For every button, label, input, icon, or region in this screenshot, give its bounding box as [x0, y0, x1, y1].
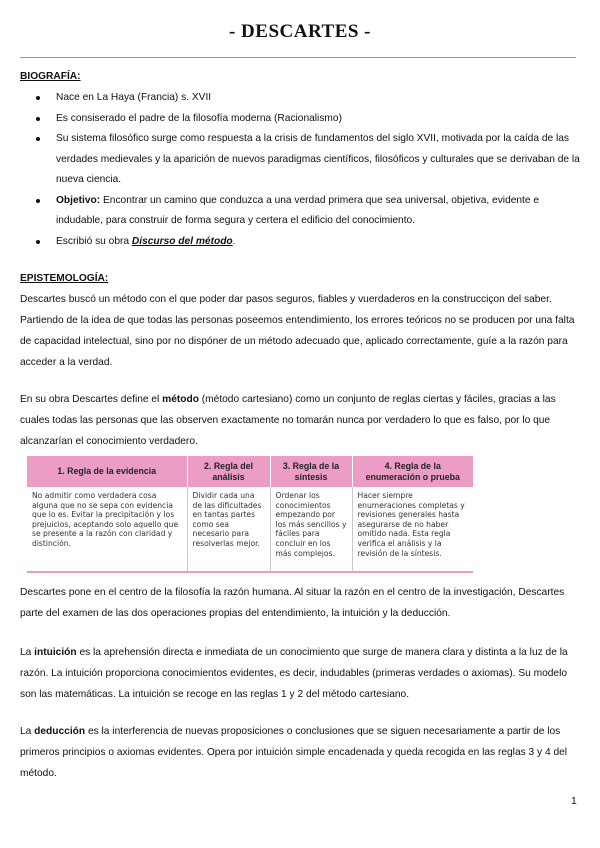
- list-item: Objetivo: Encontrar un camino que conduzca a una verdad primera que sea universal, objetiva, evidente e indudable, para construir de forma segura y certera el edificio del conocimiento.: [20, 191, 580, 232]
- bullet-icon: [36, 117, 40, 121]
- table-cell: No admitir como verdadera cosa alguna que no se sepa con evidencia que lo es. Evitar la precipitación y los prejuicios, aceptando solo aquello que se presente a la razón con claridad y distinción.: [32, 491, 179, 548]
- paragraph-metodo-busqueda: Descartes buscó un método con el que poder dar pasos seguros, fiables y vuerdaderos en la construcciçon del saber. Partiendo de la idea de que todas las personas poseemos entendimiento, los errores teóricos no se producen por una falta de capacidad intelectual, sino por no dispóner de un método adecuado que, aplicado correctamente, guíe a la razón para acceder a la verdad.: [20, 294, 575, 368]
- paragraph-intuicion: La intuición es la aprehensión directa e inmediata de un conocimiento que surge de manera clara y distinta a la luz de la razón. La intuición proporciona conocimientos evidentes, es decir, indudables (primeras verdades o axiomas). Su modelo son las matemáticas. La intuición se recoge en las reglas 1 y 2 del método cartesiano.: [20, 647, 568, 700]
- table-header: 1. Regla de la evidencia: [27, 456, 187, 487]
- table-row: [27, 487, 473, 572]
- bullet-icon: [36, 96, 40, 100]
- page-title: - DESCARTES -: [228, 21, 372, 42]
- list-item: Escribió su obra Discurso del método.: [20, 232, 580, 253]
- table-header: 4. Regla de la enumeración o prueba: [352, 456, 473, 487]
- bullet-icon: [36, 137, 40, 141]
- biografia-heading: BIOGRAFÍA:: [20, 71, 81, 82]
- paragraph-razon: Descartes pone en el centro de la filosofía la razón humana. Al situar la razón en el centro de la investigación, Descartes parte del examen de las dos operaciones propias del entendimiento, la intuición y la deducción.: [20, 587, 565, 619]
- epistemologia-heading: EPISTEMOLOGÍA:: [20, 273, 109, 284]
- paragraph-deduccion: La deducción es la interferencia de nuevas proposiciones o conclusiones que se siguen necesariamente a partir de los primeros principios o axiomas evidentes. Opera por intuición simple encadenada y queda recogida en las reglas 3 y 4 del método.: [20, 726, 568, 779]
- table-cell: Dividir cada una de las dificultades en tantas partes como sea necesario para resolverlas mejor.: [187, 487, 270, 572]
- title-divider: [20, 57, 576, 58]
- list-item: Es consiserado el padre de la filosofía moderna (Racionalismo): [20, 109, 580, 130]
- table-header: 2. Regla del análisis: [187, 456, 270, 487]
- table-cell: Ordenar los conocimientos empezando por los más sencillos y fáciles para concluir en los más complejos.: [270, 487, 352, 572]
- rules-table: [27, 456, 473, 574]
- objetivo-label: Objetivo:: [56, 194, 101, 206]
- list-item: Nace en La Haya (Francia) s. XVII: [20, 88, 580, 109]
- bullet-icon: [36, 240, 40, 244]
- book-title: Discurso del método: [131, 235, 233, 247]
- table-cell: Hacer siempre enumeraciones completas y revisiones generales hasta asegurarse de no haber omitido nada. Esta regla verifica el análisis y la revisión de la síntesis.: [352, 487, 473, 572]
- biografia-list: [20, 88, 580, 252]
- table-header: 3. Regla de la síntesis: [270, 456, 352, 487]
- paragraph-metodo-definicion: En su obra Descartes define el método (método cartesiano) como un conjunto de reglas ciertas y fáciles, gracias a las cuales todas las personas que las observen exactamente no tomarán nunca por verdadero lo que es falso, por lo que alcanzarían el conocimiento verdadero.: [20, 394, 556, 447]
- page-number: 1: [571, 795, 577, 807]
- list-item: Su sistema filosófico surge como respuesta a la crisis de fundamentos del siglo XVII, motivada por la caída de las verdades medievales y la aparición de nuevos paradigmas científicos, filosóficos y culturales que se derivaban de la nueva ciencia.: [20, 129, 580, 191]
- bullet-icon: [36, 199, 40, 203]
